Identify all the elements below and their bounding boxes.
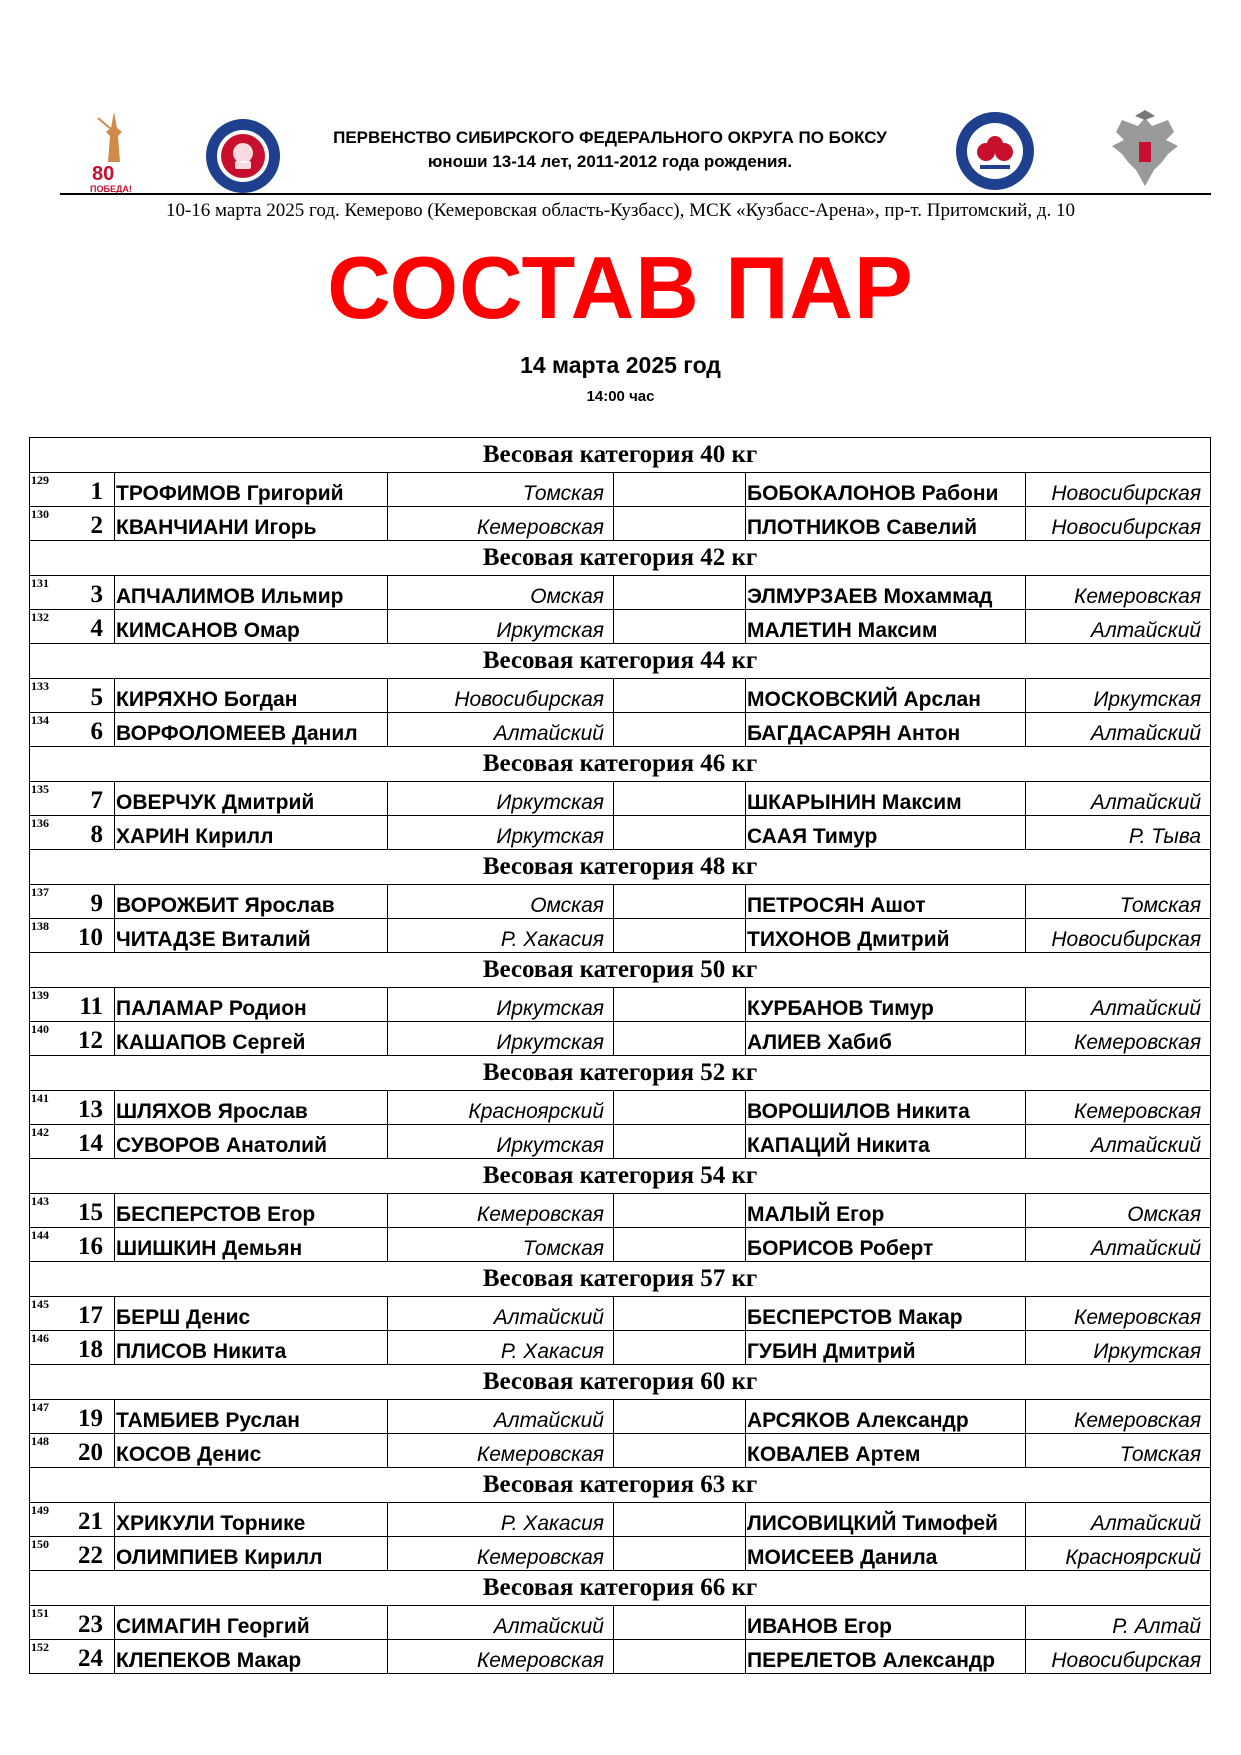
event-title <box>300 126 920 174</box>
bout-number: 133 <box>31 679 49 693</box>
venue-line: 10-16 марта 2025 год. Кемерово (Кемеровская область-Кузбасс), МСК «Кузбасс-Арена», пр-т. Притомский, д. 10 <box>165 200 1076 221</box>
pair-row <box>30 816 1211 850</box>
blue-corner-region: Иркутская <box>1026 679 1211 713</box>
weight-category-row <box>30 1056 1211 1091</box>
red-corner-region: Омская <box>388 885 614 919</box>
blue-corner-name: ШКАРЫНИН Максим <box>746 782 1026 816</box>
pair-row <box>30 988 1211 1022</box>
red-corner-name: СУВОРОВ Анатолий <box>115 1125 388 1159</box>
victory-80-number: 80 <box>92 163 115 185</box>
blue-corner-region: Алтайский <box>1026 713 1211 747</box>
result-cell <box>614 919 746 953</box>
red-corner-name: ХАРИН Кирилл <box>115 816 388 850</box>
pair-number: 1 <box>90 478 103 505</box>
result-cell <box>614 1537 746 1571</box>
pair-row <box>30 1640 1211 1674</box>
red-corner-region: Кемеровская <box>388 1537 614 1571</box>
pair-row <box>30 1331 1211 1365</box>
result-cell <box>614 1640 746 1674</box>
pair-row <box>30 1022 1211 1056</box>
blue-corner-region: Красноярский <box>1026 1537 1211 1571</box>
bout-number: 152 <box>31 1640 49 1654</box>
blue-corner-name: ПЕРЕЛЕТОВ Александр <box>746 1640 1026 1674</box>
bout-number: 148 <box>31 1434 49 1448</box>
pair-row <box>30 1297 1211 1331</box>
bout-number: 149 <box>31 1503 49 1517</box>
pair-number: 6 <box>90 718 103 745</box>
blue-corner-name: ВОРОШИЛОВ Никита <box>746 1091 1026 1125</box>
pair-number-cell <box>30 1228 115 1262</box>
bout-number: 141 <box>31 1091 49 1105</box>
weight-category-label: Весовая категория 48 кг <box>30 850 1211 885</box>
weight-category-row <box>30 438 1211 473</box>
red-corner-region: Кемеровская <box>388 1640 614 1674</box>
pair-number-cell <box>30 679 115 713</box>
blue-corner-region: Алтайский <box>1026 782 1211 816</box>
bout-number: 137 <box>31 885 49 899</box>
russia-eagle-emblem <box>1108 110 1182 194</box>
pair-row <box>30 1125 1211 1159</box>
weight-category-row <box>30 953 1211 988</box>
blue-corner-name: ИВАНОВ Егор <box>746 1606 1026 1640</box>
red-corner-name: КАШАПОВ Сергей <box>115 1022 388 1056</box>
pair-number: 15 <box>78 1199 103 1226</box>
pair-number-cell <box>30 919 115 953</box>
blue-corner-region: Иркутская <box>1026 1331 1211 1365</box>
weight-category-label: Весовая категория 66 кг <box>30 1571 1211 1606</box>
red-corner-region: Алтайский <box>388 1297 614 1331</box>
red-corner-region: Алтайский <box>388 1400 614 1434</box>
pair-number: 18 <box>78 1336 103 1363</box>
blue-corner-region: Алтайский <box>1026 1228 1211 1262</box>
pair-number: 8 <box>90 821 103 848</box>
weight-category-row <box>30 1365 1211 1400</box>
red-corner-name: ТРОФИМОВ Григорий <box>115 473 388 507</box>
result-cell <box>614 1297 746 1331</box>
pair-number-cell <box>30 1400 115 1434</box>
blue-corner-region: Кемеровская <box>1026 1022 1211 1056</box>
blue-corner-region: Томская <box>1026 1434 1211 1468</box>
result-cell <box>614 1125 746 1159</box>
blue-corner-name: КУРБАНОВ Тимур <box>746 988 1026 1022</box>
blue-corner-name: БАГДАСАРЯН Антон <box>746 713 1026 747</box>
pair-number: 19 <box>78 1405 103 1432</box>
pair-number-cell <box>30 713 115 747</box>
weight-category-label: Весовая категория 57 кг <box>30 1262 1211 1297</box>
weight-category-row <box>30 541 1211 576</box>
pair-number-cell <box>30 1022 115 1056</box>
red-corner-name: КВАНЧИАНИ Игорь <box>115 507 388 541</box>
pair-number: 17 <box>78 1302 103 1329</box>
pair-number: 24 <box>78 1645 103 1672</box>
result-cell <box>614 679 746 713</box>
result-cell <box>614 988 746 1022</box>
red-corner-region: Кемеровская <box>388 507 614 541</box>
red-corner-region: Иркутская <box>388 1125 614 1159</box>
red-corner-region: Р. Хакасия <box>388 919 614 953</box>
blue-corner-name: АРСЯКОВ Александр <box>746 1400 1026 1434</box>
page-title: СОСТАВ ПАР <box>327 238 914 337</box>
red-corner-name: ЧИТАДЗЕ Виталий <box>115 919 388 953</box>
red-corner-region: Иркутская <box>388 782 614 816</box>
red-corner-region: Р. Хакасия <box>388 1503 614 1537</box>
red-corner-name: ОВЕРЧУК Дмитрий <box>115 782 388 816</box>
result-cell <box>614 473 746 507</box>
weight-category-label: Весовая категория 42 кг <box>30 541 1211 576</box>
red-corner-region: Иркутская <box>388 988 614 1022</box>
result-cell <box>614 610 746 644</box>
red-corner-name: ШИШКИН Демьян <box>115 1228 388 1262</box>
event-title-line2: юноши 13-14 лет, 2011-2012 года рождения. <box>427 152 793 171</box>
red-corner-name: КОСОВ Денис <box>115 1434 388 1468</box>
pair-number: 4 <box>90 615 103 642</box>
weight-category-row <box>30 747 1211 782</box>
red-corner-region: Томская <box>388 1228 614 1262</box>
pair-number-cell <box>30 1537 115 1571</box>
red-corner-region: Новосибирская <box>388 679 614 713</box>
result-cell <box>614 1228 746 1262</box>
result-cell <box>614 1091 746 1125</box>
blue-corner-region: Алтайский <box>1026 1125 1211 1159</box>
pair-row <box>30 1537 1211 1571</box>
blue-corner-name: МОСКОВСКИЙ Арслан <box>746 679 1026 713</box>
result-cell <box>614 782 746 816</box>
pair-number-cell <box>30 1091 115 1125</box>
bout-number: 129 <box>31 473 49 487</box>
pair-row <box>30 713 1211 747</box>
red-corner-region: Кемеровская <box>388 1434 614 1468</box>
blue-corner-region: Кемеровская <box>1026 1297 1211 1331</box>
pair-number-cell <box>30 1503 115 1537</box>
red-corner-name: АПЧАЛИМОВ Ильмир <box>115 576 388 610</box>
red-corner-name: КЛЕПЕКОВ Макар <box>115 1640 388 1674</box>
blue-corner-region: Томская <box>1026 885 1211 919</box>
blue-corner-region: Кемеровская <box>1026 1400 1211 1434</box>
bout-number: 136 <box>31 816 49 830</box>
blue-corner-region: Новосибирская <box>1026 919 1211 953</box>
blue-corner-name: СААЯ Тимур <box>746 816 1026 850</box>
pair-number: 3 <box>90 581 103 608</box>
kemerovo-boxing-federation-logo <box>204 117 282 195</box>
pair-row <box>30 1400 1211 1434</box>
result-cell <box>614 507 746 541</box>
pair-number: 14 <box>78 1130 103 1157</box>
pair-number-cell <box>30 1434 115 1468</box>
red-corner-region: Иркутская <box>388 610 614 644</box>
blue-corner-region: Алтайский <box>1026 988 1211 1022</box>
weight-category-label: Весовая категория 60 кг <box>30 1365 1211 1400</box>
blue-corner-name: БЕСПЕРСТОВ Макар <box>746 1297 1026 1331</box>
bout-number: 138 <box>31 919 49 933</box>
blue-corner-name: МАЛЫЙ Егор <box>746 1194 1026 1228</box>
result-cell <box>614 816 746 850</box>
blue-corner-region: Алтайский <box>1026 610 1211 644</box>
result-cell <box>614 1606 746 1640</box>
blue-corner-region: Р. Тыва <box>1026 816 1211 850</box>
weight-category-row <box>30 850 1211 885</box>
event-time: 14:00 час <box>586 388 655 405</box>
red-corner-region: Алтайский <box>388 713 614 747</box>
blue-corner-region: Омская <box>1026 1194 1211 1228</box>
bout-number: 130 <box>31 507 49 521</box>
pair-number: 23 <box>78 1611 103 1638</box>
pair-number-cell <box>30 816 115 850</box>
bout-number: 131 <box>31 576 49 590</box>
pair-row <box>30 1228 1211 1262</box>
pair-number-cell <box>30 576 115 610</box>
blue-corner-region: Новосибирская <box>1026 473 1211 507</box>
pair-number-cell <box>30 1331 115 1365</box>
pair-number-cell <box>30 1194 115 1228</box>
result-cell <box>614 1331 746 1365</box>
blue-corner-region: Р. Алтай <box>1026 1606 1211 1640</box>
weight-category-row <box>30 1571 1211 1606</box>
blue-corner-name: АЛИЕВ Хабиб <box>746 1022 1026 1056</box>
bout-number: 140 <box>31 1022 49 1036</box>
pair-row <box>30 1503 1211 1537</box>
pair-number: 16 <box>78 1233 103 1260</box>
weight-category-label: Весовая категория 44 кг <box>30 644 1211 679</box>
victory-80-caption: ПОБЕДА! <box>90 184 132 194</box>
red-corner-region: Иркутская <box>388 816 614 850</box>
weight-category-row <box>30 644 1211 679</box>
pair-number: 21 <box>78 1508 103 1535</box>
victory-80-logo <box>88 110 140 196</box>
pair-row <box>30 576 1211 610</box>
blue-corner-region: Новосибирская <box>1026 507 1211 541</box>
result-cell <box>614 1022 746 1056</box>
bout-number: 135 <box>31 782 49 796</box>
red-corner-name: ХРИКУЛИ Торнике <box>115 1503 388 1537</box>
result-cell <box>614 1434 746 1468</box>
pair-row <box>30 1606 1211 1640</box>
pair-number-cell <box>30 1297 115 1331</box>
blue-corner-name: ПЛОТНИКОВ Савелий <box>746 507 1026 541</box>
result-cell <box>614 885 746 919</box>
blue-corner-region: Алтайский <box>1026 1503 1211 1537</box>
bout-number: 145 <box>31 1297 49 1311</box>
siberian-boxing-federation-logo <box>954 110 1036 192</box>
event-title-line1: ПЕРВЕНСТВО СИБИРСКОГО ФЕДЕРАЛЬНОГО ОКРУГА ПО БОКСУ <box>333 128 887 147</box>
red-corner-name: КИМСАНОВ Омар <box>115 610 388 644</box>
result-cell <box>614 576 746 610</box>
blue-corner-name: БОБОКАЛОНОВ Рабони <box>746 473 1026 507</box>
pair-row <box>30 919 1211 953</box>
red-corner-region: Р. Хакасия <box>388 1331 614 1365</box>
pair-number-cell <box>30 473 115 507</box>
red-corner-region: Омская <box>388 576 614 610</box>
event-date: 14 марта 2025 год <box>520 352 721 378</box>
bout-number: 143 <box>31 1194 49 1208</box>
pair-number: 20 <box>78 1439 103 1466</box>
blue-corner-name: ПЕТРОСЯН Ашот <box>746 885 1026 919</box>
red-corner-name: ВОРОЖБИТ Ярослав <box>115 885 388 919</box>
pair-number: 9 <box>90 890 103 917</box>
pair-number: 7 <box>90 787 103 814</box>
weight-category-label: Весовая категория 63 кг <box>30 1468 1211 1503</box>
pair-number-cell <box>30 507 115 541</box>
pair-row <box>30 1091 1211 1125</box>
header-divider <box>60 193 1211 195</box>
weight-category-row <box>30 1159 1211 1194</box>
weight-category-row <box>30 1262 1211 1297</box>
weight-category-label: Весовая категория 54 кг <box>30 1159 1211 1194</box>
pair-row <box>30 1434 1211 1468</box>
bout-number: 139 <box>31 988 49 1002</box>
pair-number-cell <box>30 610 115 644</box>
pair-row <box>30 473 1211 507</box>
bout-number: 146 <box>31 1331 49 1345</box>
red-corner-name: БЕСПЕРСТОВ Егор <box>115 1194 388 1228</box>
blue-corner-region: Кемеровская <box>1026 576 1211 610</box>
pair-row <box>30 885 1211 919</box>
pair-number: 2 <box>90 512 103 539</box>
red-corner-name: ОЛИМПИЕВ Кирилл <box>115 1537 388 1571</box>
pair-number: 13 <box>78 1096 103 1123</box>
result-cell <box>614 713 746 747</box>
bout-number: 147 <box>31 1400 49 1414</box>
blue-corner-region: Новосибирская <box>1026 1640 1211 1674</box>
red-corner-name: ТАМБИЕВ Руслан <box>115 1400 388 1434</box>
blue-corner-name: КАПАЦИЙ Никита <box>746 1125 1026 1159</box>
red-corner-name: ПАЛАМАР Родион <box>115 988 388 1022</box>
pair-row <box>30 610 1211 644</box>
pair-row <box>30 507 1211 541</box>
pair-number-cell <box>30 988 115 1022</box>
red-corner-region: Томская <box>388 473 614 507</box>
red-corner-name: ШЛЯХОВ Ярослав <box>115 1091 388 1125</box>
red-corner-name: СИМАГИН Георгий <box>115 1606 388 1640</box>
blue-corner-name: МОИСЕЕВ Данила <box>746 1537 1026 1571</box>
red-corner-region: Иркутская <box>388 1022 614 1056</box>
pair-number-cell <box>30 782 115 816</box>
pair-number: 22 <box>78 1542 103 1569</box>
blue-corner-name: ЭЛМУРЗАЕВ Мохаммад <box>746 576 1026 610</box>
pair-number: 10 <box>78 924 103 951</box>
blue-corner-name: КОВАЛЕВ Артем <box>746 1434 1026 1468</box>
weight-category-label: Весовая категория 46 кг <box>30 747 1211 782</box>
pairs-table <box>29 437 1211 1674</box>
result-cell <box>614 1400 746 1434</box>
blue-corner-name: БОРИСОВ Роберт <box>746 1228 1026 1262</box>
bout-number: 132 <box>31 610 49 624</box>
pair-number: 11 <box>79 993 103 1020</box>
pair-row <box>30 679 1211 713</box>
bout-number: 144 <box>31 1228 49 1242</box>
red-corner-name: ПЛИСОВ Никита <box>115 1331 388 1365</box>
blue-corner-name: ЛИСОВИЦКИЙ Тимофей <box>746 1503 1026 1537</box>
red-corner-region: Красноярский <box>388 1091 614 1125</box>
pair-number: 5 <box>90 684 103 711</box>
bout-number: 134 <box>31 713 49 727</box>
red-corner-name: КИРЯХНО Богдан <box>115 679 388 713</box>
red-corner-region: Алтайский <box>388 1606 614 1640</box>
pair-number-cell <box>30 1606 115 1640</box>
red-corner-name: ВОРФОЛОМЕЕВ Данил <box>115 713 388 747</box>
result-cell <box>614 1194 746 1228</box>
pair-number-cell <box>30 1125 115 1159</box>
red-corner-region: Кемеровская <box>388 1194 614 1228</box>
pair-number-cell <box>30 1640 115 1674</box>
red-corner-name: БЕРШ Денис <box>115 1297 388 1331</box>
blue-corner-name: ГУБИН Дмитрий <box>746 1331 1026 1365</box>
weight-category-label: Весовая категория 52 кг <box>30 1056 1211 1091</box>
blue-corner-name: МАЛЕТИН Максим <box>746 610 1026 644</box>
pair-number-cell <box>30 885 115 919</box>
pair-row <box>30 1194 1211 1228</box>
weight-category-label: Весовая категория 50 кг <box>30 953 1211 988</box>
blue-corner-name: ТИХОНОВ Дмитрий <box>746 919 1026 953</box>
pair-number: 12 <box>78 1027 103 1054</box>
bout-number: 142 <box>31 1125 49 1139</box>
result-cell <box>614 1503 746 1537</box>
pair-row <box>30 782 1211 816</box>
bout-number: 151 <box>31 1606 49 1620</box>
weight-category-label: Весовая категория 40 кг <box>30 438 1211 473</box>
bout-number: 150 <box>31 1537 49 1551</box>
weight-category-row <box>30 1468 1211 1503</box>
blue-corner-region: Кемеровская <box>1026 1091 1211 1125</box>
